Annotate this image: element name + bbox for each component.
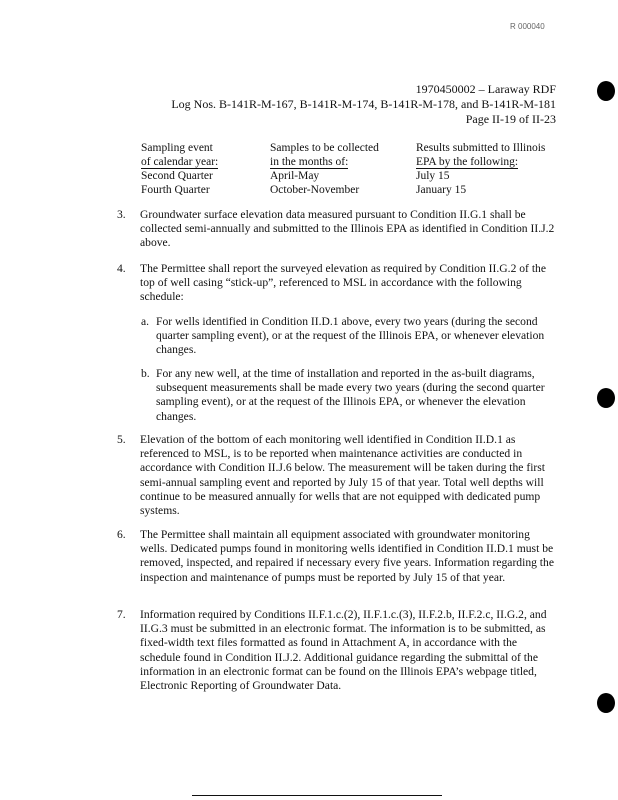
item-number: 4. <box>117 262 126 275</box>
table-row <box>141 183 566 197</box>
header-log-numbers: Log Nos. B-141R-M-167, B-141R-M-174, B-141R-M-178, and B-141R-M-181 <box>171 97 556 111</box>
table-header-cell: Sampling event <box>141 142 213 154</box>
item-number: 3. <box>117 208 126 221</box>
table-header-row <box>141 141 566 155</box>
subitem-text: For wells identified in Condition II.D.1 above, every two years (during the second quarter sampling event), or at the request of the Illinois EPA, or whenever elevation changes. <box>156 315 545 357</box>
condition-item-3 <box>117 208 557 251</box>
table-cell: April-May <box>270 170 320 182</box>
condition-item-4 <box>117 262 557 305</box>
item-text: The Permittee shall report the surveyed elevation as required by Condition II.G.2 of the top of well casing “stick-up”, referenced to MSL in accordance with the following schedule: <box>140 262 546 304</box>
subitem-letter: a. <box>141 315 150 328</box>
item-number: 6. <box>117 528 126 541</box>
sampling-schedule-table <box>141 141 566 197</box>
table-cell: Second Quarter <box>141 170 213 182</box>
footer-rule <box>192 795 442 796</box>
table-row <box>141 169 566 183</box>
item-text: Information required by Conditions II.F.1.c.(2), II.F.1.c.(3), II.F.2.b, II.F.2.c, II.G.2, and II.G.3 must be submitted in an electronic format. The information is to be submitted, as fixed-width text files formatted as found in Attachment A, in accordance with the schedule found in Condition II.J.2. Additional guidance regarding the submittal of the information in an electronic format can be found on the Illinois EPA’s webpage titled, Electronic Reporting of Groundwater Data. <box>140 608 547 693</box>
table-header-cell: Results submitted to Illinois <box>416 142 546 154</box>
table-cell: October-November <box>270 184 360 196</box>
table-cell: Fourth Quarter <box>141 184 210 196</box>
binder-hole-mark <box>597 388 615 408</box>
table-header-cell: in the months of: <box>270 156 349 168</box>
subitem-letter: b. <box>141 367 150 380</box>
bates-stamp: R 000040 <box>510 22 545 31</box>
table-header-cell: of calendar year: <box>141 156 219 168</box>
header-page-number: Page II-19 of II-23 <box>465 112 556 126</box>
condition-item-5 <box>117 433 557 518</box>
binder-hole-mark <box>597 81 615 101</box>
header-facility: 1970450002 – Laraway RDF <box>415 82 556 96</box>
table-cell: January 15 <box>416 184 467 196</box>
item-text: Groundwater surface elevation data measured pursuant to Condition II.G.1 shall be collected semi-annually and submitted to the Illinois EPA as identified in Condition II.J.2 above. <box>140 208 555 250</box>
item-number: 5. <box>117 433 126 446</box>
binder-hole-mark <box>597 693 615 713</box>
table-cell: July 15 <box>416 170 450 182</box>
table-header-row <box>141 155 566 169</box>
item-number: 7. <box>117 608 126 621</box>
item-text: Elevation of the bottom of each monitoring well identified in Condition II.D.1 as referenced to MSL, is to be reported when maintenance activities are conducted in accordance with Condition II.J.6 below. The measurement will be taken during the first semi-annual sampling event and reported by July 15 of that year. Total well depths will continue to be measured annually for wells that are not equipped with dedicated pump systems. <box>140 433 546 518</box>
item-text: The Permittee shall maintain all equipment associated with groundwater monitoring wells. Dedicated pumps found in monitoring wells identified in Condition II.D.1 must be removed, inspected, and repaired if necessary every five years. Information regarding the inspection and maintenance of pumps must be reported by July 15 of that year. <box>140 528 554 584</box>
table-header-cell: Samples to be collected <box>270 142 379 154</box>
condition-item-7 <box>117 608 557 693</box>
condition-item-6 <box>117 528 557 585</box>
condition-subitem-a <box>141 315 559 358</box>
table-header-cell: EPA by the following: <box>416 156 519 168</box>
condition-subitem-b <box>141 367 559 424</box>
subitem-text: For any new well, at the time of installation and reported in the as-built diagrams, subsequent measurements shall be made every two years (during the second quarter sampling event), or at the request of the Illinois EPA, or whenever the elevation changes. <box>156 367 545 423</box>
